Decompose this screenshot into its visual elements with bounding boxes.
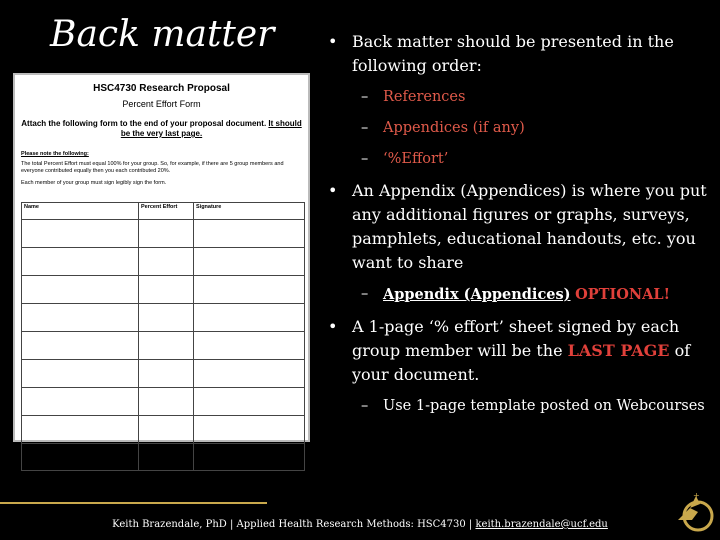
sub-bullet-optional-underlined: Appendix (Appendices) xyxy=(383,286,571,303)
percent-effort-form-image xyxy=(13,73,310,460)
form-notice-body: The total Percent Effort must equal 100% for your group. So, for example, if there are 5 group members and everyone contributed equally then you each contributed 20%. xyxy=(21,161,284,174)
sub-bullet-effort: – ‘%Effort’ xyxy=(361,151,449,167)
table-total-label: TOTAL PERCENT EFFORT → xyxy=(22,444,139,471)
form-instruction xyxy=(21,119,302,139)
table-header-name: Name xyxy=(22,203,139,220)
svg-text:+: + xyxy=(693,491,700,500)
table-row xyxy=(22,360,305,388)
table-row xyxy=(22,416,305,444)
sub-bullet-optional: – Appendix (Appendices) OPTIONAL! xyxy=(361,286,670,303)
sub-bullet-references: – References xyxy=(361,89,466,105)
form-heading: HSC4730 Research Proposal xyxy=(93,83,230,94)
form-subheading: Percent Effort Form xyxy=(122,99,201,109)
table-header-percent: Percent Effort xyxy=(139,203,194,220)
sub-bullet-appendices: – Appendices (if any) xyxy=(361,120,525,136)
table-row xyxy=(22,248,305,276)
form-notice-title: Please note the following: xyxy=(21,151,89,157)
table-row xyxy=(22,304,305,332)
table-row xyxy=(22,276,305,304)
bullet-order: • Back matter should be presented in the following order: xyxy=(328,32,674,75)
form-instruction-plain: Attach the following form to the end of your proposal document. xyxy=(21,119,269,128)
bullet-effort-sheet-red: LAST PAGE xyxy=(567,341,670,360)
table-header-row xyxy=(22,203,305,220)
bullet-appendix-text: An Appendix (Appendices) is where you put any additional figures or graphs, surveys, pamphlets, educational handouts, etc. you want to share xyxy=(352,181,707,272)
effort-table xyxy=(21,202,305,471)
footer-rule xyxy=(0,502,267,504)
footer xyxy=(0,519,720,530)
table-total-row xyxy=(22,444,305,471)
sub-bullet-optional-red: OPTIONAL! xyxy=(575,286,670,303)
bullet-effort-sheet-pre: A 1-page ‘% effort’ sheet signed by each group member will be the xyxy=(352,317,680,360)
bullet-order-text: Back matter should be presented in the following order: xyxy=(352,32,674,75)
sub-bullet-references-text: References xyxy=(383,89,466,105)
sub-bullet-appendices-text: Appendices (if any) xyxy=(383,120,525,136)
slide-title: Back matter xyxy=(50,14,275,55)
form-notice-sign: Each member of your group must sign legibly sign the form. xyxy=(21,180,167,186)
form-instruction-underlined: It should be the very last page. xyxy=(120,119,302,138)
footer-email-link[interactable]: keith.brazendale@ucf.edu xyxy=(475,519,608,530)
sub-bullet-effort-text: ‘%Effort’ xyxy=(383,151,449,167)
footer-text: Keith Brazendale, PhD | Applied Health Research Methods: HSC4730 | xyxy=(112,519,476,530)
table-row xyxy=(22,388,305,416)
sub-bullet-template-text: Use 1-page template posted on Webcourses xyxy=(383,398,705,414)
bullet-appendix: • An Appendix (Appendices) is where you put any additional figures or graphs, surveys, pamphlets, educational handouts, etc. you want to share xyxy=(328,181,707,272)
sub-bullet-template: – Use 1-page template posted on Webcourses xyxy=(361,398,705,414)
table-header-signature: Signature xyxy=(194,203,305,220)
bullet-effort-sheet: • A 1-page ‘% effort’ sheet signed by each group member will be the LAST PAGE of your document. xyxy=(328,317,691,384)
bullet-list xyxy=(328,30,708,418)
pegasus-logo-icon xyxy=(668,490,714,536)
table-row xyxy=(22,332,305,360)
bullet-effort-sheet-post: of your document. xyxy=(352,341,691,384)
table-row xyxy=(22,220,305,248)
